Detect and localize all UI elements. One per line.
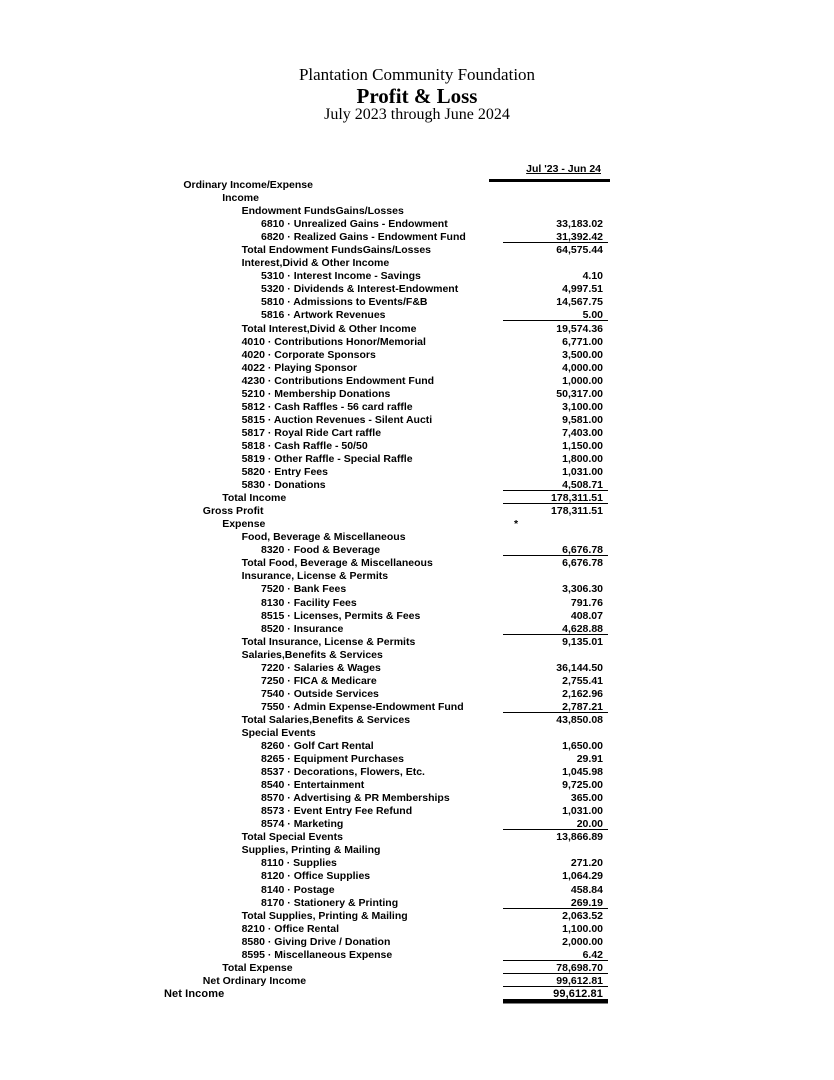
row-value: 9,581.00 (562, 413, 603, 426)
report-row (0, 962, 834, 975)
row-label: 4020 · Corporate Sponsors (241, 348, 376, 361)
report-row (0, 336, 834, 349)
report-row (0, 805, 834, 818)
report-row (0, 714, 834, 727)
row-value: 31,392.42 (503, 231, 608, 243)
row-label: 5815 · Auction Revenues - Silent Aucti (241, 413, 433, 426)
row-label: Insurance, License & Permits (241, 570, 389, 583)
report-row (0, 453, 834, 466)
report-row (0, 910, 834, 923)
report-row (0, 518, 834, 531)
row-label: 5810 · Admissions to Events/F&B (261, 296, 428, 309)
row-label: Net Income (164, 987, 225, 1000)
row-label: Total Endowment FundsGains/Losses (241, 244, 432, 257)
report-row (0, 649, 834, 662)
row-value: 36,144.50 (556, 661, 603, 674)
row-label: 8540 · Entertainment (261, 779, 365, 792)
report-row (0, 897, 834, 910)
row-value: 1,800.00 (562, 452, 603, 465)
report-row (0, 857, 834, 870)
row-value: 2,787.21 (503, 701, 608, 713)
row-label: 5830 · Donations (241, 479, 326, 492)
row-label: Income (222, 192, 259, 205)
report-row (0, 466, 834, 479)
report-row (0, 309, 834, 322)
report-row (0, 231, 834, 244)
row-value: 1,150.00 (562, 439, 603, 452)
company-name: Plantation Community Foundation (298, 65, 536, 84)
row-value: 408.07 (570, 609, 603, 622)
row-label: 8110 · Supplies (261, 857, 337, 870)
row-value: 6,676.78 (503, 544, 608, 556)
report-row (0, 662, 834, 675)
row-value: 5.00 (503, 309, 608, 321)
row-value: 2,063.52 (562, 909, 603, 922)
report-period: July 2023 through June 2024 (324, 106, 510, 123)
report-row (0, 270, 834, 283)
report-row (0, 557, 834, 570)
row-label: Total Special Events (241, 831, 343, 844)
row-label: Total Food, Beverage & Miscellaneous (241, 557, 433, 570)
row-value: * (514, 518, 519, 531)
row-label: Total Interest,Divid & Other Income (241, 322, 417, 335)
row-label: 6820 · Realized Gains - Endowment Fund (261, 231, 466, 244)
row-value (503, 531, 608, 543)
report-row (0, 610, 834, 623)
row-label: 5210 · Membership Donations (241, 387, 391, 400)
report-row (0, 623, 834, 636)
report-row (0, 975, 834, 988)
row-value: 7,403.00 (562, 426, 603, 439)
row-label: Special Events (241, 726, 316, 739)
report-row (0, 597, 834, 610)
row-value: 791.76 (570, 596, 603, 609)
row-label: Food, Beverage & Miscellaneous (241, 531, 406, 544)
row-value: 365.00 (570, 792, 603, 805)
row-value: 1,031.00 (562, 466, 603, 479)
report-row (0, 531, 834, 544)
row-label: Total Expense (222, 961, 293, 974)
row-value (503, 844, 608, 856)
row-label: 6810 · Unrealized Gains - Endowment (261, 218, 448, 231)
row-label: Supplies, Printing & Mailing (241, 844, 381, 857)
row-value: 178,311.51 (503, 492, 608, 504)
report-table (0, 179, 834, 1001)
report-row (0, 936, 834, 949)
report-row (0, 792, 834, 805)
report-row (0, 727, 834, 740)
row-value: 33,183.02 (556, 218, 603, 231)
report-row (0, 414, 834, 427)
row-label: Endowment FundsGains/Losses (241, 205, 404, 218)
report-row (0, 884, 834, 897)
row-value: 13,866.89 (556, 831, 603, 844)
row-value (503, 192, 608, 204)
row-label: Salaries,Benefits & Services (241, 648, 383, 661)
row-value: 4,000.00 (562, 361, 603, 374)
row-label: 8573 · Event Entry Fee Refund (261, 805, 413, 818)
report-row (0, 831, 834, 844)
report-row (0, 636, 834, 649)
report-row (0, 544, 834, 557)
report-row (0, 779, 834, 792)
row-label: 8570 · Advertising & PR Memberships (261, 792, 450, 805)
row-label: 4022 · Playing Sponsor (241, 361, 358, 374)
report-row (0, 949, 834, 962)
column-header-label: Jul '23 - Jun 24 (526, 163, 601, 175)
report-row (0, 257, 834, 270)
row-label: 5310 · Interest Income - Savings (261, 270, 421, 283)
report-row (0, 844, 834, 857)
row-label: 8595 · Miscellaneous Expense (241, 948, 393, 961)
row-label: 5320 · Dividends & Interest-Endowment (261, 283, 459, 296)
row-value: 1,650.00 (562, 740, 603, 753)
row-value: 3,500.00 (562, 348, 603, 361)
row-label: 5818 · Cash Raffle - 50/50 (241, 439, 368, 452)
row-value: 78,698.70 (503, 962, 608, 974)
row-value: 271.20 (570, 857, 603, 870)
row-value: 64,575.44 (556, 244, 603, 257)
row-value: 2,162.96 (562, 687, 603, 700)
report-row (0, 218, 834, 231)
row-label: 4230 · Contributions Endowment Fund (241, 374, 435, 387)
row-value: 4.10 (582, 270, 603, 283)
row-label: 8140 · Postage (261, 883, 335, 896)
row-value: 178,311.51 (551, 505, 603, 518)
row-value: 3,306.30 (562, 583, 603, 596)
report-row (0, 923, 834, 936)
report-row (0, 323, 834, 336)
row-label: 5812 · Cash Raffles - 56 card raffle (241, 400, 413, 413)
row-label: 5819 · Other Raffle - Special Raffle (241, 452, 413, 465)
row-label: 8574 · Marketing (261, 818, 344, 831)
row-label: Total Income (222, 492, 287, 505)
row-label: 8320 · Food & Beverage (261, 544, 381, 557)
row-label: 8520 · Insurance (261, 622, 344, 635)
row-value (503, 257, 608, 269)
row-value (503, 649, 608, 661)
row-value: 19,574.36 (556, 322, 603, 335)
report-row (0, 570, 834, 583)
row-value: 458.84 (570, 883, 603, 896)
report-row (0, 401, 834, 414)
row-label: 8265 · Equipment Purchases (261, 753, 404, 766)
row-value: 14,567.75 (556, 296, 603, 309)
row-value: 43,850.08 (556, 713, 603, 726)
row-label: 7520 · Bank Fees (261, 583, 347, 596)
report-row (0, 818, 834, 831)
row-label: 8260 · Golf Cart Rental (261, 740, 374, 753)
row-label: 8210 · Office Rental (241, 922, 340, 935)
report-row (0, 362, 834, 375)
row-label: 8515 · Licenses, Permits & Fees (261, 609, 421, 622)
row-label: Total Salaries,Benefits & Services (241, 713, 411, 726)
report-row (0, 283, 834, 296)
report-row (0, 675, 834, 688)
report-row (0, 766, 834, 779)
row-value: 4,997.51 (562, 283, 603, 296)
row-label: 8120 · Office Supplies (261, 870, 371, 883)
report-row (0, 701, 834, 714)
row-label: 4010 · Contributions Honor/Memorial (241, 335, 426, 348)
row-label: Total Supplies, Printing & Mailing (241, 909, 408, 922)
row-value: 20.00 (503, 818, 608, 830)
row-value: 1,045.98 (562, 766, 603, 779)
report-row (0, 388, 834, 401)
report-row (0, 375, 834, 388)
row-label: 5817 · Royal Ride Cart raffle (241, 426, 382, 439)
row-label: Net Ordinary Income (202, 974, 307, 987)
row-value: 9,725.00 (562, 779, 603, 792)
row-value: 99,612.81 (503, 988, 608, 1000)
row-label: 8130 · Facility Fees (261, 596, 357, 609)
row-value: 4,508.71 (503, 479, 608, 491)
report-row (0, 349, 834, 362)
row-value: 2,000.00 (562, 935, 603, 948)
row-value (503, 205, 608, 217)
report-row (0, 192, 834, 205)
row-value: 6,771.00 (562, 335, 603, 348)
row-label: 7220 · Salaries & Wages (261, 661, 381, 674)
report-row (0, 296, 834, 309)
row-label: 7550 · Admin Expense-Endowment Fund (261, 700, 464, 713)
row-value: 1,100.00 (562, 922, 603, 935)
row-label: 5816 · Artwork Revenues (261, 309, 386, 322)
report-row (0, 753, 834, 766)
report-row (0, 440, 834, 453)
row-value: 1,064.29 (562, 870, 603, 883)
row-label: Expense (222, 518, 266, 531)
report-row (0, 244, 834, 257)
report-row (0, 205, 834, 218)
row-value (503, 570, 608, 582)
report-row (0, 740, 834, 753)
row-value: 2,755.41 (562, 674, 603, 687)
report-row (0, 870, 834, 883)
row-label: 8537 · Decorations, Flowers, Etc. (261, 766, 425, 779)
row-value: 6,676.78 (562, 557, 603, 570)
row-label: Ordinary Income/Expense (183, 179, 313, 191)
row-value: 50,317.00 (556, 387, 603, 400)
report-row (0, 688, 834, 701)
row-value: 6.42 (503, 949, 608, 961)
row-label: Total Insurance, License & Permits (241, 635, 416, 648)
row-label: 7540 · Outside Services (261, 687, 379, 700)
report-row (0, 492, 834, 505)
report-row (0, 427, 834, 440)
report-row (0, 988, 834, 1001)
report-row (0, 479, 834, 492)
report-row (0, 179, 834, 192)
report-row (0, 505, 834, 518)
row-value: 3,100.00 (562, 400, 603, 413)
row-label: 8580 · Giving Drive / Donation (241, 935, 391, 948)
report-row (0, 583, 834, 596)
row-value: 1,000.00 (562, 374, 603, 387)
row-label: Interest,Divid & Other Income (241, 257, 390, 270)
row-value: 269.19 (503, 897, 608, 909)
row-value: 99,612.81 (503, 975, 608, 987)
row-label: 5820 · Entry Fees (241, 466, 328, 479)
row-label: 7250 · FICA & Medicare (261, 674, 377, 687)
row-value: 1,031.00 (562, 805, 603, 818)
report-title: Profit & Loss (356, 84, 478, 108)
row-value: 4,628.88 (503, 623, 608, 635)
row-label: 8170 · Stationery & Printing (261, 896, 399, 909)
row-value (503, 727, 608, 739)
row-label: Gross Profit (202, 505, 264, 518)
row-value: 29.91 (576, 753, 603, 766)
row-value: 9,135.01 (562, 635, 603, 648)
row-value (503, 179, 608, 191)
